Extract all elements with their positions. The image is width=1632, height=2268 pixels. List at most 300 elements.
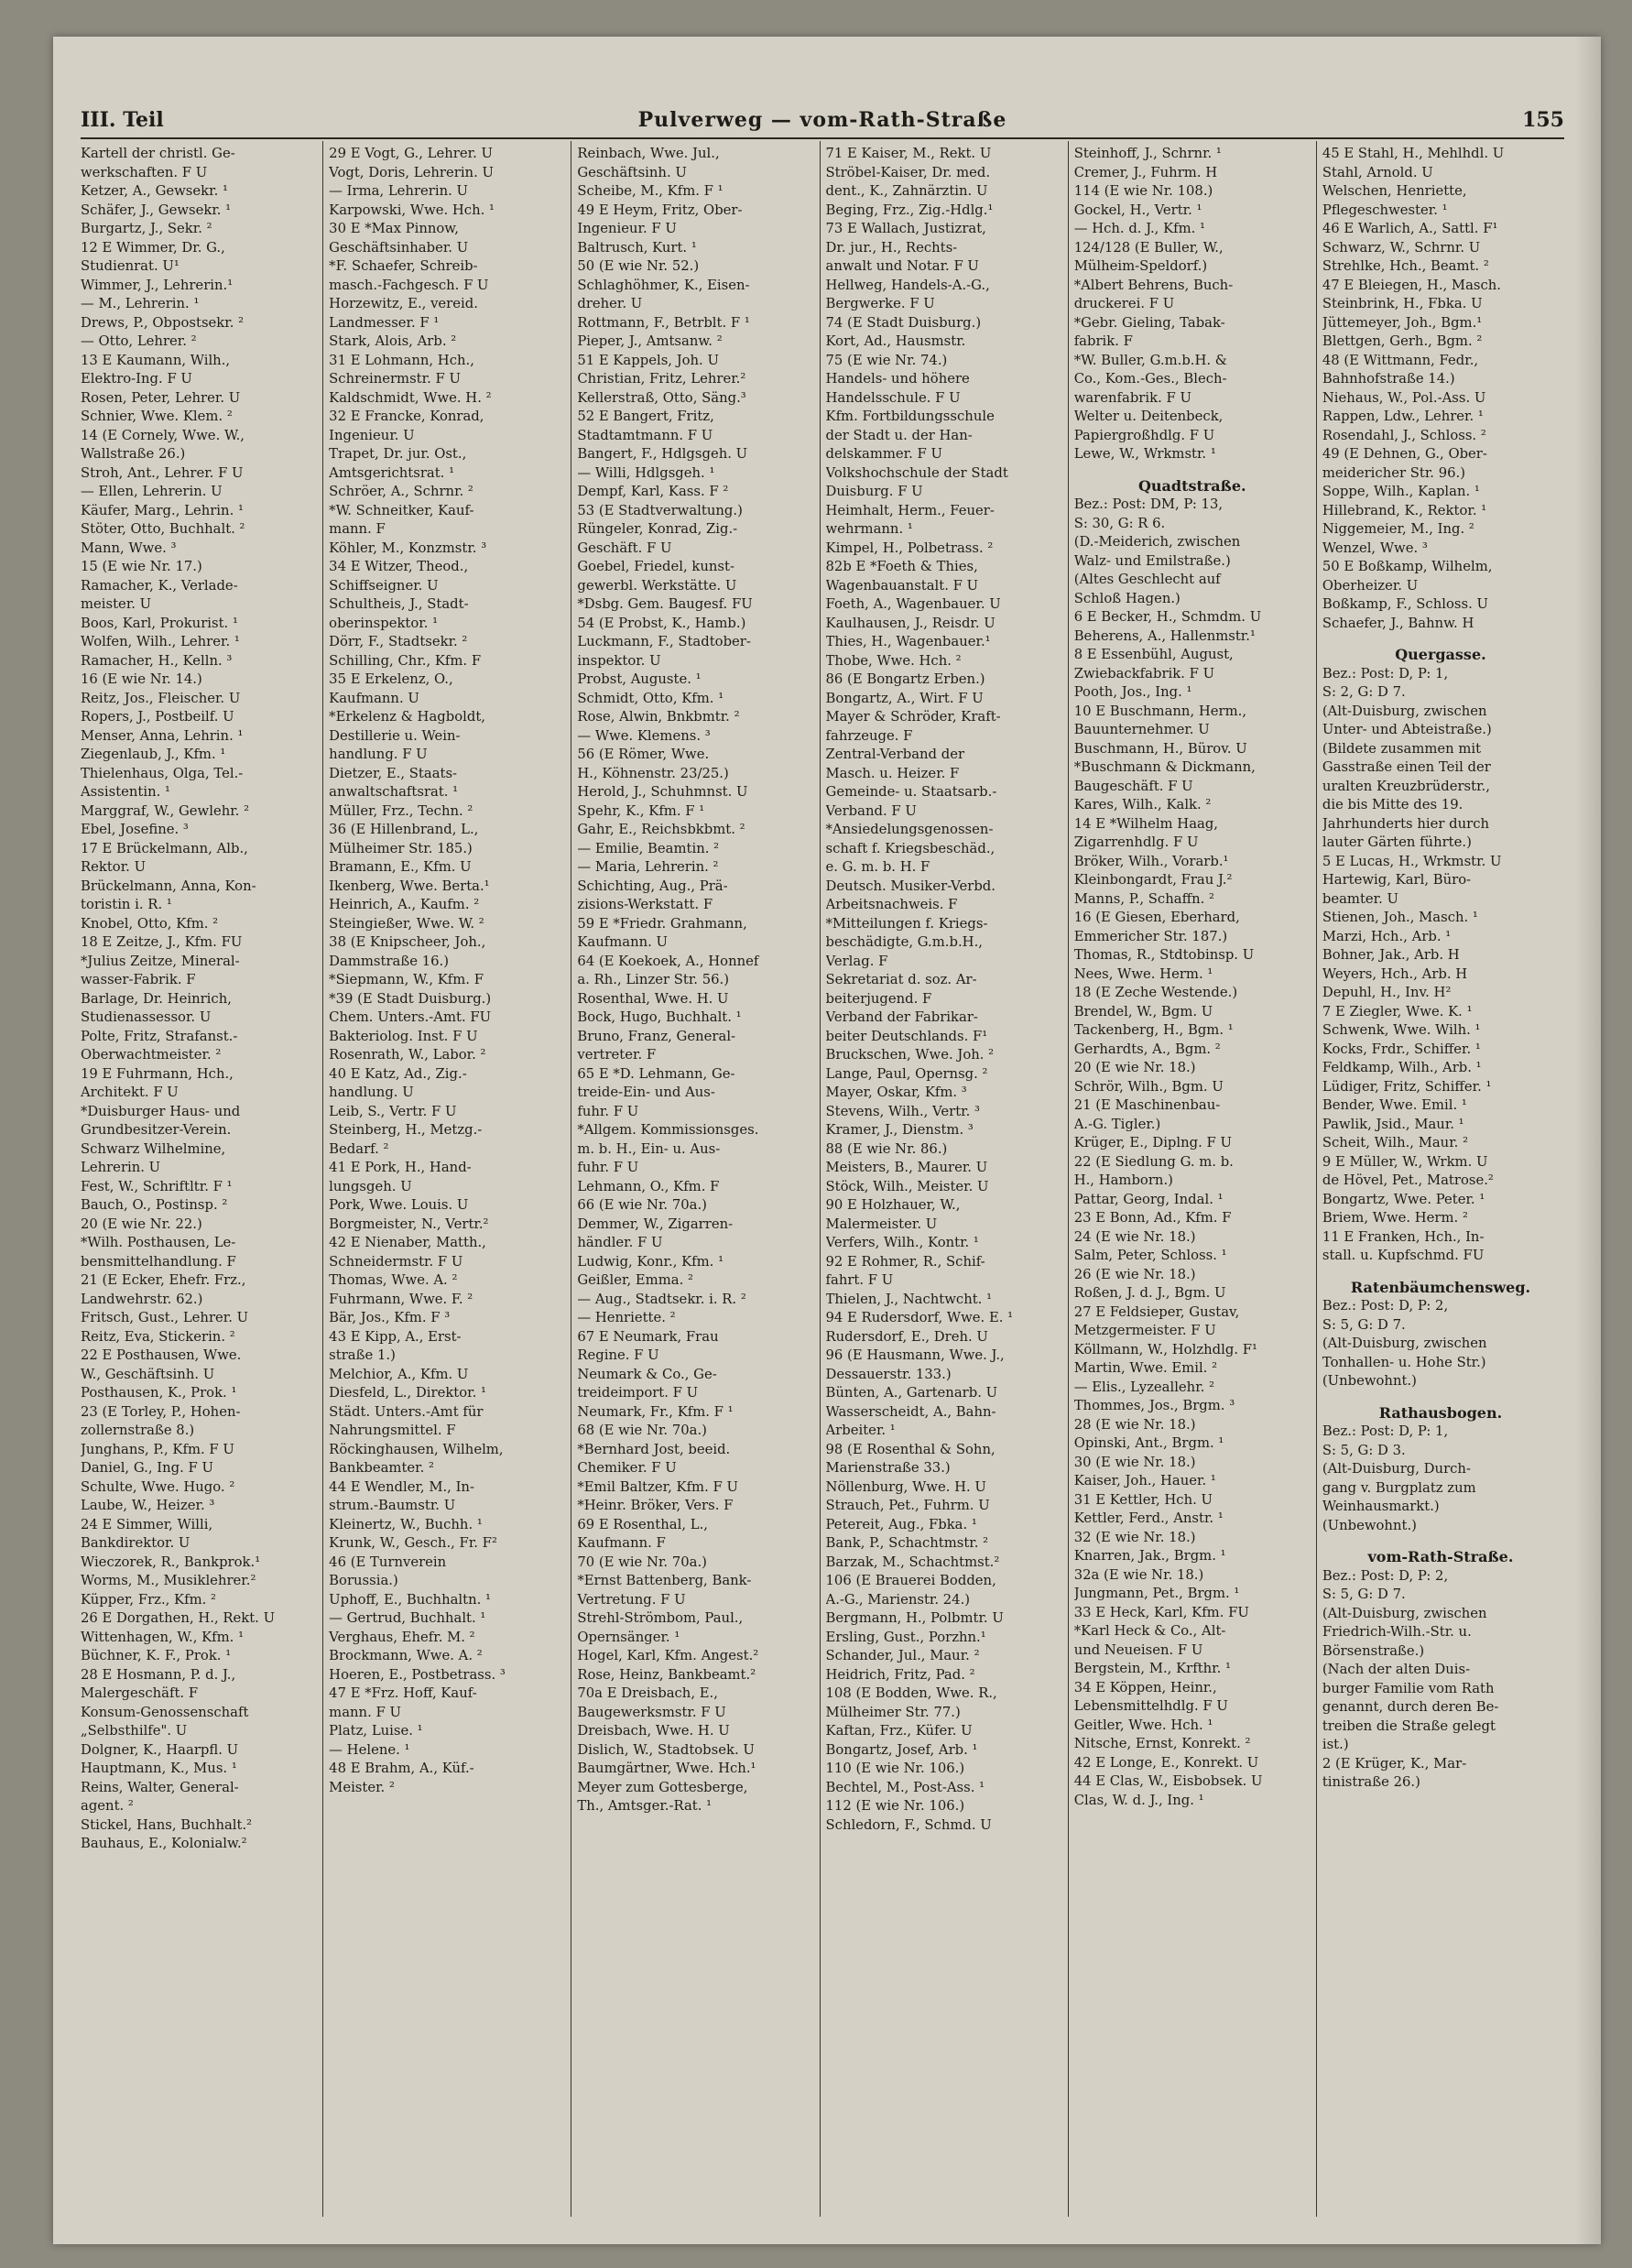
directory-entry: 92 E Rohmer, R., Schif- — [825, 1253, 985, 1270]
directory-entry: vertreter. F — [577, 1047, 657, 1063]
directory-entry: — M., Lehrerin. ¹ — [81, 296, 200, 311]
directory-entry: Hoeren, E., Postbetrass. ³ — [329, 1666, 506, 1683]
directory-entry: Rektor. U — [81, 859, 147, 875]
directory-entry: Rosen, Peter, Lehrer. U — [81, 389, 241, 406]
directory-entry: 20 (E wie Nr. 22.) — [81, 1216, 202, 1232]
directory-entry: Mülheimer Str. 77.) — [825, 1704, 961, 1720]
directory-entry: 26 E Dorgathen, H., Rekt. U — [81, 1610, 276, 1626]
directory-entry: 5 E Lucas, H., Wrkmstr. U — [1322, 853, 1502, 869]
directory-entry: burger Familie vom Rath — [1322, 1680, 1495, 1696]
directory-entry: Verlag. F — [825, 953, 888, 969]
directory-entry: 54 (E Probst, K., Hamb.) — [577, 615, 746, 631]
directory-entry: 124/128 (E Buller, W., — [1073, 239, 1224, 256]
directory-entry: Bank, P., Schachtmstr. ² — [825, 1535, 989, 1551]
directory-entry: Opinski, Ant., Brgm. ¹ — [1073, 1435, 1224, 1451]
directory-entry: 41 E Pork, H., Hand- — [329, 1160, 472, 1175]
directory-entry: Bramann, E., Kfm. U — [329, 859, 472, 875]
directory-entry: 46 (E Turnverein — [329, 1554, 447, 1570]
directory-entry: 32a (E wie Nr. 18.) — [1073, 1566, 1204, 1583]
directory-entry: Reinbach, Wwe. Jul., — [577, 146, 720, 161]
directory-entry: 94 E Rudersdorf, Wwe. E. ¹ — [825, 1310, 1014, 1325]
directory-entry: Barlage, Dr. Heinrich, — [81, 990, 232, 1007]
directory-entry: 71 E Kaiser, M., Rekt. U — [825, 146, 992, 161]
part-label: III. Teil — [81, 108, 164, 132]
directory-entry: Thommes, Jos., Brgm. ³ — [1073, 1398, 1235, 1413]
directory-entry: *Mitteilungen f. Kriegs- — [825, 915, 988, 932]
directory-entry: Bez.: Post: D, P: 1, — [1322, 1423, 1449, 1439]
directory-entry: Walz- und Emilstraße.) — [1073, 552, 1231, 569]
directory-entry: Köllmann, W., Holzhdlg. F¹ — [1073, 1341, 1257, 1358]
directory-entry: Marzi, Hch., Arb. ¹ — [1322, 928, 1452, 944]
directory-entry: Konsum-Genossenschaft — [81, 1704, 249, 1720]
directory-entry: Rosenrath, W., Labor. ² — [329, 1047, 486, 1063]
directory-entry: 48 (E Wittmann, Fedr., — [1322, 352, 1479, 368]
directory-entry: Bruno, Franz, General- — [577, 1028, 736, 1044]
directory-entry: Bongartz, Josef, Arb. ¹ — [825, 1741, 978, 1758]
directory-entry: (Alt-Duisburg, zwischen — [1322, 1336, 1487, 1351]
directory-entry: Lange, Paul, Opernsg. ² — [825, 1065, 988, 1082]
directory-entry: Bez.: Post: DM, P: 13, — [1073, 496, 1224, 512]
directory-entry: Rudersdorf, E., Dreh. U — [825, 1328, 988, 1345]
street-heading: vom-Rath-Straße. — [1367, 1548, 1514, 1565]
directory-entry: 14 E *Wilhelm Haag, — [1073, 815, 1219, 832]
directory-entry: beiterjugend. F — [825, 990, 932, 1007]
directory-entry: Verghaus, Ehefr. M. ² — [329, 1629, 475, 1645]
directory-entry: 35 E Erkelenz, O., — [329, 671, 453, 687]
directory-entry: 28 E Hosmann, P. d. J., — [81, 1666, 236, 1683]
directory-entry: Landmesser. F ¹ — [329, 314, 440, 331]
directory-entry: Bergmann, H., Polbmtr. U — [825, 1610, 1004, 1626]
directory-entry: Spehr, K., Kfm. F ¹ — [577, 802, 705, 819]
directory-entry: Unter- und Abteistraße.) — [1322, 722, 1492, 737]
directory-entry: Th., Amtsger.-Rat. ¹ — [577, 1798, 713, 1814]
directory-entry: Schnier, Wwe. Klem. ² — [81, 409, 233, 424]
directory-entry: (Unbewohnt.) — [1322, 1373, 1417, 1389]
directory-entry: Stroh, Ant., Lehrer. F U — [81, 464, 244, 481]
directory-entry: Wasserscheidt, A., Bahn- — [825, 1403, 996, 1420]
directory-entry: Karpowski, Wwe. Hch. ¹ — [329, 202, 495, 218]
directory-page — [53, 37, 1601, 2244]
directory-entry: toristin i. R. ¹ — [81, 897, 172, 912]
directory-entry: Fest, W., Schriftltr. F ¹ — [81, 1178, 233, 1194]
directory-entry: Neumark, Fr., Kfm. F ¹ — [577, 1403, 734, 1420]
directory-entry: Lewe, W., Wrkmstr. ¹ — [1073, 446, 1216, 462]
directory-entry: Thies, H., Wagenbauer.¹ — [825, 634, 991, 649]
directory-entry: 31 E Lohmann, Hch., — [329, 352, 474, 368]
directory-entry: Elektro-Ing. F U — [81, 371, 192, 387]
directory-entry: — Elis., Lyzeallehr. ² — [1073, 1379, 1214, 1395]
street-heading: Quergasse. — [1395, 646, 1486, 663]
directory-entry: Gahr, E., Reichsbkbmt. ² — [577, 822, 745, 837]
directory-entry: 27 E Feldsieper, Gustav, — [1073, 1303, 1240, 1320]
directory-entry: Kares, Wilh., Kalk. ² — [1073, 797, 1212, 812]
directory-entry: Deutsch. Musiker-Verbd. — [825, 878, 996, 894]
directory-entry: zollernstraße 8.) — [81, 1423, 195, 1438]
directory-entry: Luckmann, F., Stadtober- — [577, 634, 751, 649]
directory-entry: Verband der Fabrikar- — [825, 1009, 978, 1025]
directory-entry: Niggemeier, M., Ing. ² — [1322, 521, 1474, 537]
directory-entry: gewerbl. Werkstätte. U — [577, 577, 737, 594]
directory-entry: 74 (E Stadt Duisburg.) — [825, 314, 982, 331]
directory-entry: Städt. Unters.-Amt für — [329, 1403, 484, 1420]
directory-entry: — Wwe. Klemens. ³ — [577, 727, 711, 744]
directory-entry: Nees, Wwe. Herm. ¹ — [1073, 965, 1213, 982]
directory-entry: 23 (E Torley, P., Hohen- — [81, 1403, 241, 1420]
directory-entry: 114 (E wie Nr. 108.) — [1073, 183, 1213, 199]
directory-entry: Ersling, Gust., Porzhn.¹ — [825, 1629, 986, 1645]
directory-entry: 30 E *Max Pinnow, — [329, 221, 459, 236]
directory-entry: Brückelmann, Anna, Kon- — [81, 878, 256, 894]
directory-entry: Boos, Karl, Prokurist. ¹ — [81, 615, 238, 631]
directory-entry: fahrt. F U — [825, 1272, 894, 1288]
directory-entry: 28 (E wie Nr. 18.) — [1073, 1416, 1196, 1433]
directory-entry: *Emil Baltzer, Kfm. F U — [577, 1478, 738, 1495]
directory-entry: Bergstein, M., Krfthr. ¹ — [1073, 1661, 1231, 1676]
directory-entry: 48 E Brahm, A., Küf.- — [329, 1761, 474, 1776]
directory-entry: Schledorn, F., Schmd. U — [825, 1816, 992, 1833]
directory-entry: strum.-Baumstr. U — [329, 1498, 456, 1513]
directory-entry: Bankdirektor. U — [81, 1535, 190, 1551]
directory-entry: beiter Deutschlands. F¹ — [825, 1028, 988, 1044]
directory-entry: Stickel, Hans, Buchhalt.² — [81, 1816, 253, 1833]
directory-entry: S: 5, G: D 7. — [1322, 1316, 1406, 1333]
directory-entry: Tonhallen- u. Hohe Str.) — [1322, 1354, 1486, 1370]
directory-entry: 59 E *Friedr. Grahmann, — [577, 915, 747, 932]
directory-entry: dent., K., Zahnärztin. U — [825, 183, 988, 199]
directory-entry: beamter. U — [1322, 890, 1398, 907]
directory-entry: Bohner, Jak., Arb. H — [1322, 947, 1460, 963]
directory-entry: Niehaus, W., Pol.-Ass. U — [1322, 389, 1486, 406]
directory-entry: Malergeschäft. F — [81, 1685, 199, 1701]
directory-entry: Probst, Auguste. ¹ — [577, 671, 702, 687]
directory-entry: Köhler, M., Konzmstr. ³ — [329, 540, 487, 556]
directory-entry: Mann, Wwe. ³ — [81, 540, 177, 556]
directory-entry: Thomas, R., Stdtobinsp. U — [1073, 947, 1255, 963]
directory-entry: Destillerie u. Wein- — [329, 727, 461, 744]
directory-entry: Heinrich, A., Kaufm. ² — [329, 897, 480, 912]
directory-entry: Geißler, Emma. ² — [577, 1272, 693, 1288]
directory-entry: (D.-Meiderich, zwischen — [1073, 534, 1241, 550]
street-range-title: Pulverweg — vom-Rath-Straße — [637, 108, 1007, 132]
directory-entry: Bankbeamter. ² — [329, 1460, 434, 1476]
directory-entry: 19 E Fuhrmann, Hch., — [81, 1065, 234, 1082]
directory-entry: Schilling, Chr., Kfm. F — [329, 652, 482, 669]
directory-entry: Brockmann, Wwe. A. ² — [329, 1648, 483, 1663]
directory-entry: Pattar, Georg, Indal. ¹ — [1073, 1191, 1224, 1207]
directory-entry: Papiergroßhdlg. F U — [1073, 427, 1215, 443]
directory-entry: fabrik. F — [1073, 333, 1133, 349]
directory-entry: 47 E *Frz. Hoff, Kauf- — [329, 1685, 477, 1701]
directory-entry: Hartewig, Karl, Büro- — [1322, 872, 1472, 888]
directory-entry: Pork, Wwe. Louis. U — [329, 1197, 469, 1213]
directory-entry: 20 (E wie Nr. 18.) — [1073, 1060, 1196, 1075]
directory-entry: Hillebrand, K., Rektor. ¹ — [1322, 502, 1487, 518]
directory-entry: *39 (E Stadt Duisburg.) — [329, 990, 492, 1007]
directory-entry: (Alt-Duisburg, zwischen — [1322, 703, 1487, 719]
directory-entry: Bender, Wwe. Emil. ¹ — [1322, 1097, 1467, 1113]
directory-entry: Handels- und höhere — [825, 371, 970, 387]
directory-entry: Meister. ² — [329, 1779, 395, 1795]
directory-entry: 106 (E Brauerei Bodden, — [825, 1573, 996, 1588]
directory-entry: Drews, P., Obpostsekr. ² — [81, 314, 245, 331]
directory-entry: Landwehrstr. 62.) — [81, 1291, 203, 1307]
street-heading: Ratenbäumchensweg. — [1350, 1278, 1531, 1296]
directory-entry: Röckinghausen, Wilhelm, — [329, 1441, 504, 1457]
directory-entry: Clas, W. d. J., Ing. ¹ — [1073, 1792, 1204, 1808]
directory-entry: 21 (E Maschinenbau- — [1073, 1097, 1221, 1113]
directory-entry: dreher. U — [577, 296, 643, 311]
directory-entry: Bongartz, Wwe. Peter. ¹ — [1322, 1191, 1485, 1207]
directory-entry: 40 E Katz, Ad., Zig.- — [329, 1065, 467, 1082]
directory-entry: Welschen, Henriette, — [1322, 183, 1467, 199]
directory-entry: Mayer, Oskar, Kfm. ³ — [825, 1085, 967, 1100]
directory-entry: Herold, J., Schuhmnst. U — [577, 784, 748, 800]
directory-entry: 65 E *D. Lehmann, Ge- — [577, 1065, 735, 1082]
directory-entry: Wieczorek, R., Bankprok.¹ — [81, 1554, 261, 1570]
directory-entry: m. b. H., Ein- u. Aus- — [577, 1140, 721, 1157]
directory-entry: Bechtel, M., Post-Ass. ¹ — [825, 1779, 985, 1795]
directory-entry: uralten Kreuzbrüderstr., — [1322, 778, 1490, 794]
directory-entry: Ebel, Josefine. ³ — [81, 822, 189, 837]
directory-entry: Beging, Frz., Zig.-Hdlg.¹ — [825, 202, 994, 218]
directory-entry: Assistentin. ¹ — [81, 784, 170, 800]
directory-entry: Rüngeler, Konrad, Zig.- — [577, 521, 738, 537]
directory-entry: *Allgem. Kommissionsges. — [577, 1122, 759, 1138]
directory-entry: S: 30, G: R 6. — [1073, 515, 1166, 531]
directory-entry: Dreisbach, Wwe. H. U — [577, 1723, 730, 1739]
directory-entry: (Nach der alten Duis- — [1322, 1662, 1471, 1677]
directory-entry: Junghans, P., Kfm. F U — [81, 1441, 234, 1457]
directory-entry: 29 E Vogt, G., Lehrer. U — [329, 146, 493, 161]
directory-entry: werkschaften. F U — [81, 164, 208, 180]
directory-entry: Bock, Hugo, Buchhalt. ¹ — [577, 1009, 742, 1025]
directory-entry: Fritsch, Gust., Lehrer. U — [81, 1310, 249, 1325]
directory-entry: 50 (E wie Nr. 52.) — [577, 258, 700, 274]
directory-entry: und Neueisen. F U — [1073, 1641, 1203, 1658]
directory-entry: Meyer zum Gottesberge, — [577, 1779, 748, 1795]
directory-entry: Soppe, Wilh., Kaplan. ¹ — [1322, 484, 1480, 499]
directory-entry: Vertretung. F U — [577, 1591, 686, 1608]
directory-entry: Schander, Jul., Maur. ² — [825, 1648, 980, 1663]
directory-entry: 47 E Bleiegen, H., Masch. — [1322, 277, 1502, 293]
directory-entry: Schwenk, Wwe. Wilh. ¹ — [1322, 1022, 1481, 1038]
directory-entry: 13 E Kaumann, Wilh., — [81, 352, 231, 368]
directory-entry: 108 (E Bodden, Wwe. R., — [825, 1685, 997, 1701]
directory-entry: Petereit, Aug., Fbka. ¹ — [825, 1516, 977, 1532]
directory-entry: Roßen, J. d. J., Bgm. U — [1073, 1285, 1226, 1301]
directory-entry: Thielenhaus, Olga, Tel.- — [81, 765, 244, 781]
directory-entry: 32 (E wie Nr. 18.) — [1073, 1529, 1196, 1545]
directory-entry: Uphoff, E., Buchhaltn. ¹ — [329, 1591, 491, 1608]
column-5 — [1068, 141, 1316, 2217]
directory-entry: Strauch, Pet., Fuhrm. U — [825, 1498, 990, 1513]
directory-entry: Hauptmann, K., Mus. ¹ — [81, 1761, 237, 1776]
directory-entry: Stahl, Arnold. U — [1322, 164, 1433, 180]
directory-entry: Vogt, Doris, Lehrerin. U — [329, 164, 494, 180]
directory-entry: Schwarz, W., Schrnr. U — [1322, 239, 1481, 256]
directory-entry: Manns, P., Schaffn. ² — [1073, 890, 1214, 907]
directory-entry: 53 (E Stadtverwaltung.) — [577, 502, 743, 518]
directory-entry: Wolfen, Wilh., Lehrer. ¹ — [81, 634, 240, 649]
directory-entry: Feldkamp, Wilh., Arb. ¹ — [1322, 1060, 1482, 1075]
directory-entry: handlung. F U — [329, 747, 428, 762]
directory-entry: Schrör, Wilh., Bgm. U — [1073, 1078, 1224, 1095]
directory-entry: Kellerstraß, Otto, Säng.³ — [577, 389, 746, 406]
directory-entry: Schloß Hagen.) — [1073, 590, 1180, 606]
directory-entry: Kocks, Frdr., Schiffer. ¹ — [1322, 1041, 1481, 1057]
directory-entry: Rosenthal, Wwe. H. U — [577, 990, 729, 1007]
directory-entry: Lehmann, O., Kfm. F — [577, 1178, 720, 1194]
directory-entry: Bedarf. ² — [329, 1140, 389, 1157]
directory-entry: H., Hamborn.) — [1073, 1172, 1173, 1188]
directory-entry: Ramacher, H., Kelln. ³ — [81, 652, 233, 669]
directory-entry: Bauch, O., Postinsp. ² — [81, 1197, 228, 1213]
directory-entry: *Gebr. Gieling, Tabak- — [1073, 314, 1225, 331]
directory-entry: — Aug., Stadtsekr. i. R. ² — [577, 1291, 746, 1307]
directory-entry: meidericher Str. 96.) — [1322, 464, 1466, 481]
directory-entry: 16 (E wie Nr. 14.) — [81, 671, 202, 687]
directory-entry: lungsgeh. U — [329, 1178, 412, 1194]
directory-entry: Strehl-Strömbom, Paul., — [577, 1610, 744, 1626]
directory-entry: warenfabrik. F U — [1073, 389, 1191, 406]
directory-entry: Cremer, J., Fuhrm. H — [1073, 164, 1218, 180]
directory-entry: treide-Ein- und Aus- — [577, 1085, 715, 1100]
directory-entry: inspektor. U — [577, 652, 661, 669]
directory-entry: Kaulhausen, J., Reisdr. U — [825, 615, 996, 631]
directory-entry: stall. u. Kupfschmd. FU — [1322, 1248, 1485, 1263]
directory-entry: Baugeschäft. F U — [1073, 778, 1193, 794]
directory-entry: Schultheis, J., Stadt- — [329, 596, 469, 612]
directory-entry: Volkshochschule der Stadt — [825, 464, 1008, 481]
directory-entry: Ingenieur. U — [329, 427, 415, 443]
directory-entry: Depuhl, H., Inv. H² — [1322, 985, 1452, 1000]
directory-entry: (Alt-Duisburg, Durch- — [1322, 1461, 1471, 1477]
directory-entry: 42 E Longe, E., Konrekt. U — [1073, 1754, 1259, 1771]
directory-entry: (Bildete zusammen mit — [1322, 740, 1482, 757]
directory-entry: Baugewerksmstr. F U — [577, 1704, 726, 1720]
directory-entry: Buschmann, H., Bürov. U — [1073, 740, 1247, 757]
directory-entry: 10 E Buschmann, Herm., — [1073, 703, 1247, 719]
directory-entry: 21 (E Ecker, Ehefr. Frz., — [81, 1272, 246, 1288]
directory-entry: Stöter, Otto, Buchhalt. ² — [81, 521, 245, 537]
directory-entry: Bröker, Wilh., Vorarb.¹ — [1073, 853, 1229, 869]
directory-entry: Dislich, W., Stadtobsek. U — [577, 1741, 755, 1758]
directory-entry: treideimport. F U — [577, 1385, 699, 1401]
directory-entry: Kimpel, H., Polbetrass. ² — [825, 540, 994, 556]
directory-entry: handlung. U — [329, 1085, 414, 1100]
directory-entry: 31 E Kettler, Hch. U — [1073, 1491, 1213, 1508]
directory-entry: Ketzer, A., Gewsekr. ¹ — [81, 183, 228, 199]
directory-entry: Lüdiger, Fritz, Schiffer. ¹ — [1322, 1078, 1492, 1095]
directory-entry: Thobe, Wwe. Hch. ² — [825, 652, 962, 669]
directory-entry: 11 E Franken, Hch., In- — [1322, 1228, 1485, 1245]
directory-entry: genannt, durch deren Be- — [1322, 1699, 1499, 1715]
directory-entry: Tackenberg, H., Bgm. ¹ — [1073, 1022, 1234, 1038]
directory-entry: Wallstraße 26.) — [81, 446, 186, 462]
directory-entry: 14 (E Cornely, Wwe. W., — [81, 427, 245, 443]
directory-entry: 7 E Ziegler, Wwe. K. ¹ — [1322, 1003, 1473, 1020]
directory-entry: A.-G. Tigler.) — [1073, 1116, 1161, 1132]
directory-entry: Brendel, W., Bgm. U — [1073, 1003, 1213, 1020]
page-header — [81, 101, 1564, 139]
directory-entry: 18 E Zeitze, J., Kfm. FU — [81, 934, 243, 950]
directory-entry: Demmer, W., Zigarren- — [577, 1216, 734, 1232]
directory-entry: — Henriette. ² — [577, 1310, 676, 1325]
directory-entry: beschädigte, G.m.b.H., — [825, 934, 983, 950]
directory-entry: 69 E Rosenthal, L., — [577, 1516, 708, 1532]
directory-entry: Diesfeld, L., Direktor. ¹ — [329, 1385, 486, 1401]
directory-entry: Borussia.) — [329, 1573, 398, 1588]
directory-entry: druckerei. F U — [1073, 296, 1175, 311]
directory-entry: 8 E Essenbühl, August, — [1073, 647, 1234, 662]
directory-entry: Arbeitsnachweis. F — [825, 897, 958, 912]
directory-entry: Küpper, Frz., Kfm. ² — [81, 1591, 216, 1608]
directory-entry: Bauhaus, E., Kolonialw.² — [81, 1836, 247, 1851]
directory-entry: Neumark & Co., Ge- — [577, 1366, 717, 1382]
directory-entry: Amtsgerichtsrat. ¹ — [329, 464, 454, 481]
directory-entry: Menser, Anna, Lehrin. ¹ — [81, 727, 244, 744]
directory-entry: Hellweg, Handels-A.-G., — [825, 277, 990, 293]
directory-entry: Pieper, J., Amtsanw. ² — [577, 333, 723, 349]
directory-entry: Schlaghöhmer, K., Eisen- — [577, 277, 750, 293]
directory-entry: Kleinbongardt, Frau J.² — [1073, 872, 1233, 888]
directory-entry: Foeth, A., Wagenbauer. U — [825, 596, 1001, 612]
directory-entry: Bünten, A., Gartenarb. U — [825, 1385, 998, 1401]
directory-entry: 23 E Bonn, Ad., Kfm. F — [1073, 1210, 1232, 1226]
directory-entry: Welter u. Deitenbeck, — [1073, 409, 1224, 424]
directory-entry: Horzewitz, E., vereid. — [329, 296, 478, 311]
directory-entry: Rottmann, F., Betrblt. F ¹ — [577, 314, 750, 331]
directory-entry: Verfers, Wilh., Kontr. ¹ — [825, 1235, 979, 1250]
directory-entry: Bakteriolog. Inst. F U — [329, 1028, 478, 1044]
directory-entry: Kaiser, Joh., Hauer. ¹ — [1073, 1473, 1216, 1488]
directory-entry: 15 (E wie Nr. 17.) — [81, 559, 202, 574]
directory-entry: 33 E Heck, Karl, Kfm. FU — [1073, 1604, 1249, 1620]
directory-entry: Stark, Alois, Arb. ² — [329, 333, 457, 349]
directory-entry: Fuhrmann, Wwe. F. ² — [329, 1291, 473, 1307]
directory-entry: fahrzeuge. F — [825, 727, 913, 744]
directory-entry: Thomas, Wwe. A. ² — [329, 1272, 458, 1288]
directory-entry: Kaufmann. U — [329, 690, 419, 706]
directory-entry: Steinbrink, H., Fbka. U — [1322, 296, 1483, 311]
directory-entry: Ramacher, K., Verlade- — [81, 577, 238, 594]
directory-entry: Geschäft. F U — [577, 540, 672, 556]
directory-entry: Geschäftsinh. U — [577, 164, 687, 180]
directory-entry: Gemeinde- u. Staatsarb.- — [825, 784, 997, 800]
directory-entry: Ludwig, Konr., Kfm. ¹ — [577, 1253, 724, 1270]
directory-entry: Posthausen, K., Prok. ¹ — [81, 1385, 237, 1401]
directory-entry: Mülheimer Str. 185.) — [329, 840, 473, 856]
directory-entry: delskammer. F U — [825, 446, 942, 462]
directory-entry: oberinspektor. ¹ — [329, 615, 439, 631]
directory-entry: Dempf, Karl, Kass. F ² — [577, 484, 729, 499]
directory-entry: 96 (E Hausmann, Wwe. J., — [825, 1347, 1005, 1363]
directory-entry: Baltrusch, Kurt. ¹ — [577, 239, 697, 256]
directory-entry: — Ellen, Lehrerin. U — [81, 484, 223, 499]
directory-entry: 24 E Simmer, Willi, — [81, 1516, 213, 1532]
directory-entry: bensmittelhandlung. F — [81, 1253, 236, 1270]
directory-entry: masch.-Fachgesch. F U — [329, 277, 489, 293]
directory-entry: — Irma, Lehrerin. U — [329, 183, 469, 199]
directory-entry: H., Köhnenstr. 23/25.) — [577, 765, 729, 781]
directory-entry: Ingenieur. F U — [577, 221, 677, 236]
directory-entry: Schulte, Wwe. Hugo. ² — [81, 1478, 235, 1495]
directory-entry: Schäfer, J., Gewsekr. ¹ — [81, 202, 232, 218]
directory-entry: gang v. Burgplatz zum — [1322, 1479, 1476, 1496]
directory-entry: Blettgen, Gerh., Bgm. ² — [1322, 333, 1483, 349]
directory-entry: *Buschmann & Dickmann, — [1073, 759, 1256, 775]
directory-entry: Trapet, Dr. jur. Ost., — [329, 446, 467, 462]
